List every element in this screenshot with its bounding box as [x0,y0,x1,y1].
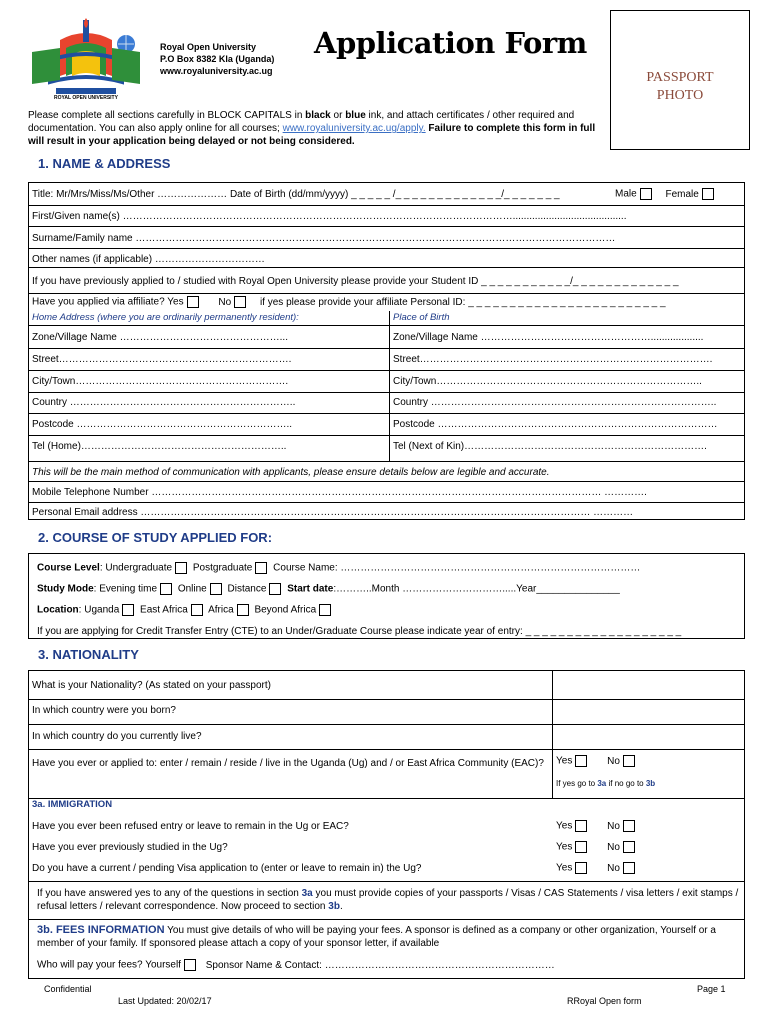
born-question: In which country were you born? [32,705,176,716]
study-mode-label: Study Mode [37,583,94,595]
female-checkbox[interactable] [702,188,714,200]
university-logo [30,18,142,104]
eac-goto-note: If yes go to 3a if no go to 3b [556,779,656,788]
male-label: Male [615,188,637,200]
mobile-field[interactable]: Mobile Telephone Number ……………………………………………………………………………………………………………………… …………. [32,487,647,498]
nationality-question: What is your Nationality? (As stated on your passport) [32,680,271,691]
passport-photo-box[interactable] [610,10,750,150]
female-label: Female [665,188,699,200]
birth-street-field[interactable]: Street……………………………………………………………………………. [393,354,713,365]
copies-note: If you have answered yes to any of the questions in section 3a you must provide copies of your passports / Visas / CAS Statements / visa letters / exit stamps / refusal letters / relevant correspondence. Now proceed to section 3b. [37,888,739,912]
place-of-birth-heading: Place of Birth [393,312,450,323]
start-date-field[interactable]: :………..Month ………………………….....Year_______________ [333,583,620,595]
birth-city-field[interactable]: City/Town…………………………………………………………………….. [393,376,702,387]
nationality-box: What is your Nationality? (As stated on your passport) In which country were you born? In which country do you currently live? Have you ever or applied to: enter / remain / reside / live in the Uganda (Ug) and / or East Africa Community (EAC)? Yes No If yes go to 3a if no go to 3b 3a. IMMIGRATION Have you ever been refused entry or leave to remain in the Ug or EAC? Yes No Have you ever previously studied in the Ug? Yes No Do you have a current / pending Visa application to (enter or leave to remain in) the Ug? Yes No If you have answered yes to any of the questions in section 3a you must provide copies of your passports / Visas / CAS Statements / visa letters / exit stamps / refusal letters / relevant correspondence. Now proceed to section 3b. [28,670,745,920]
affiliate-no-label: No [218,296,232,308]
refused-no-checkbox[interactable] [623,820,635,832]
section-1-heading: 1. NAME & ADDRESS [38,156,171,171]
eac-yes-label: Yes [556,755,573,767]
section-3-heading: 3. NATIONALITY [38,647,139,662]
eac-no-checkbox[interactable] [623,755,635,767]
visa-yes-checkbox[interactable] [575,862,587,874]
birth-country-field[interactable]: Country ………………………………………………………………………….. [393,397,717,408]
eac-no-label: No [607,755,620,767]
contact-note: This will be the main method of communication with applicants, please ensure details below are legible and accurate. [32,467,550,478]
page-number: Page 1 [697,984,726,994]
last-updated: Last Updated: 20/02/17 [118,996,212,1006]
cte-field[interactable]: If you are applying for Credit Transfer Entry (CTE) to an Under/Graduate Course please indicate year of entry: _ _ _ _ _ _ _ _ _ _ _ _ _ _ _ _ _ _ _ [37,626,682,637]
visa-no-checkbox[interactable] [623,862,635,874]
title-dob-field[interactable]: Title: Mr/Mrs/Miss/Ms/Other ………………… Date of Birth (dd/mm/yyyy) _ _ _ _ _ /_ _ _ _ _ _ _ _ _ _ _ _ _/_ _ _ _ _ _ _ [32,189,560,200]
photo-label: PHOTO [656,88,704,103]
section-2-heading: 2. COURSE OF STUDY APPLIED FOR: [38,530,273,545]
sponsor-field[interactable]: Sponsor Name & Contact: …………………………………………………………… [205,959,555,971]
distance-checkbox[interactable] [269,583,281,595]
home-postcode-field[interactable]: Postcode ……………………………………………………….. [32,419,293,430]
surname-field[interactable]: Surname/Family name ……………………………………………………………………………………………………………………………… [32,233,616,244]
email-field[interactable]: Personal Email address ……………………………………………………………………………………………………………………… ………… [32,507,634,518]
east-africa-checkbox[interactable] [191,604,203,616]
studied-no-checkbox[interactable] [623,841,635,853]
immigration-heading: 3a. IMMIGRATION [32,799,113,810]
who-pays-label: Who will pay your fees? Yourself [37,959,181,971]
affiliate-question: Have you applied via affiliate? Yes [32,296,184,308]
passport-label: PASSPORT [646,70,714,85]
evening-checkbox[interactable] [160,583,172,595]
first-name-field[interactable]: First/Given name(s) ………………………………………………………………………………………………………......................................... [32,211,627,222]
africa-label: Africa [208,604,234,616]
birth-postcode-field[interactable]: Postcode ………………………………………………………………………… [393,419,718,430]
undergraduate-label: : Undergraduate [99,562,173,574]
university-name: Royal Open University [160,42,257,52]
eac-question: Have you ever or applied to: enter / remain / reside / live in the Uganda (Ug) and / or East Africa Community (EAC)? [32,758,544,769]
course-level-label: Course Level [37,562,100,574]
uganda-label: : Uganda [78,604,120,616]
next-of-kin-tel-field[interactable]: Tel (Next of Kin)………………………………………………………………. [393,441,707,452]
student-id-field[interactable]: If you have previously applied to / studied with Royal Open University please provide your Student ID _ _ _ _ _ _ _ _ _ _ _/_ _ _ _ _ _ _ _ _ _ _ _ _ [32,276,679,287]
course-box [28,553,745,639]
course-name-field[interactable]: Course Name: ……………………………………………………………………………… [273,562,641,574]
form-name: RRoyal Open form [567,996,642,1006]
location-label: Location [37,604,79,616]
visa-question: Do you have a current / pending Visa application to (enter or leave to remain in) the Ug? [32,863,422,874]
home-zone-field[interactable]: Zone/Village Name …………………………………………... [32,332,288,343]
home-country-field[interactable]: Country ………………………………………………………….. [32,397,296,408]
home-tel-field[interactable]: Tel (Home)…………………………………………………….. [32,441,287,452]
university-address [160,41,274,77]
eac-yes-checkbox[interactable] [575,755,587,767]
home-city-field[interactable]: City/Town………………………………………………………. [32,376,289,387]
university-po-box: P.O Box 8382 Kla (Uganda) [160,54,275,64]
affiliate-no-checkbox[interactable] [234,296,246,308]
beyond-africa-checkbox[interactable] [319,604,331,616]
home-street-field[interactable]: Street……………………………………………………………. [32,354,292,365]
instructions: Please complete all sections carefully in BLOCK CAPITALS in black or blue ink, and attach certificates / other required and documentation. You can also apply online for all courses; www.royaluniversity.ac.ug/apply. Failure to complete this form in full will result in your application being delayed or not being considered. [28,110,596,147]
africa-checkbox[interactable] [237,604,249,616]
studied-yes-checkbox[interactable] [575,841,587,853]
name-box [28,182,745,268]
other-names-field[interactable]: Other names (if applicable) …………………………… [32,254,265,265]
online-checkbox[interactable] [210,583,222,595]
refused-yes-checkbox[interactable] [575,820,587,832]
studied-question: Have you ever previously studied in the Ug? [32,842,228,853]
evening-label: : Evening time [93,583,158,595]
uganda-checkbox[interactable] [122,604,134,616]
east-africa-label: East Africa [140,604,188,616]
start-date-label: Start date [287,583,334,595]
undergraduate-checkbox[interactable] [175,562,187,574]
confidential-label: Confidential [44,984,92,994]
affiliate-id-field[interactable]: if yes please provide your affiliate Personal ID: _ _ _ _ _ _ _ _ _ _ _ _ _ _ _ _ _ _ _ _ _ _ _ _ [259,296,666,308]
home-address-heading: Home Address (where you are ordinarily permanently resident): [32,312,299,323]
beyond-africa-label: Beyond Africa [254,604,317,616]
postgraduate-checkbox[interactable] [255,562,267,574]
distance-label: Distance [227,583,267,595]
postgraduate-label: Postgraduate [192,562,253,574]
online-label: Online [177,583,207,595]
fees-info: 3b. FEES INFORMATION You must give details of who will be paying your fees. A sponsor is defined as a company or other organization, Yourself or a member of your family. If sponsored please attach a copy of your sponsor letter, if available [37,924,716,949]
university-website: www.royaluniversity.ac.ug [160,66,273,76]
live-question: In which country do you currently live? [32,731,202,742]
refused-question: Have you ever been refused entry or leave to remain in the Ug or EAC? [32,821,349,832]
page-title: Application Form [314,26,587,60]
yourself-checkbox[interactable] [184,959,196,971]
address-box [28,267,745,520]
apply-online-link[interactable]: www.royaluniversity.ac.ug/apply. [282,123,426,134]
fees-box [28,919,745,979]
logo-caption: ROYAL OPEN UNIVERSITY [54,95,118,101]
male-checkbox[interactable] [640,188,652,200]
birth-zone-field[interactable]: Zone/Village Name ……………………………………………................... [393,332,704,343]
affiliate-yes-checkbox[interactable] [187,296,199,308]
